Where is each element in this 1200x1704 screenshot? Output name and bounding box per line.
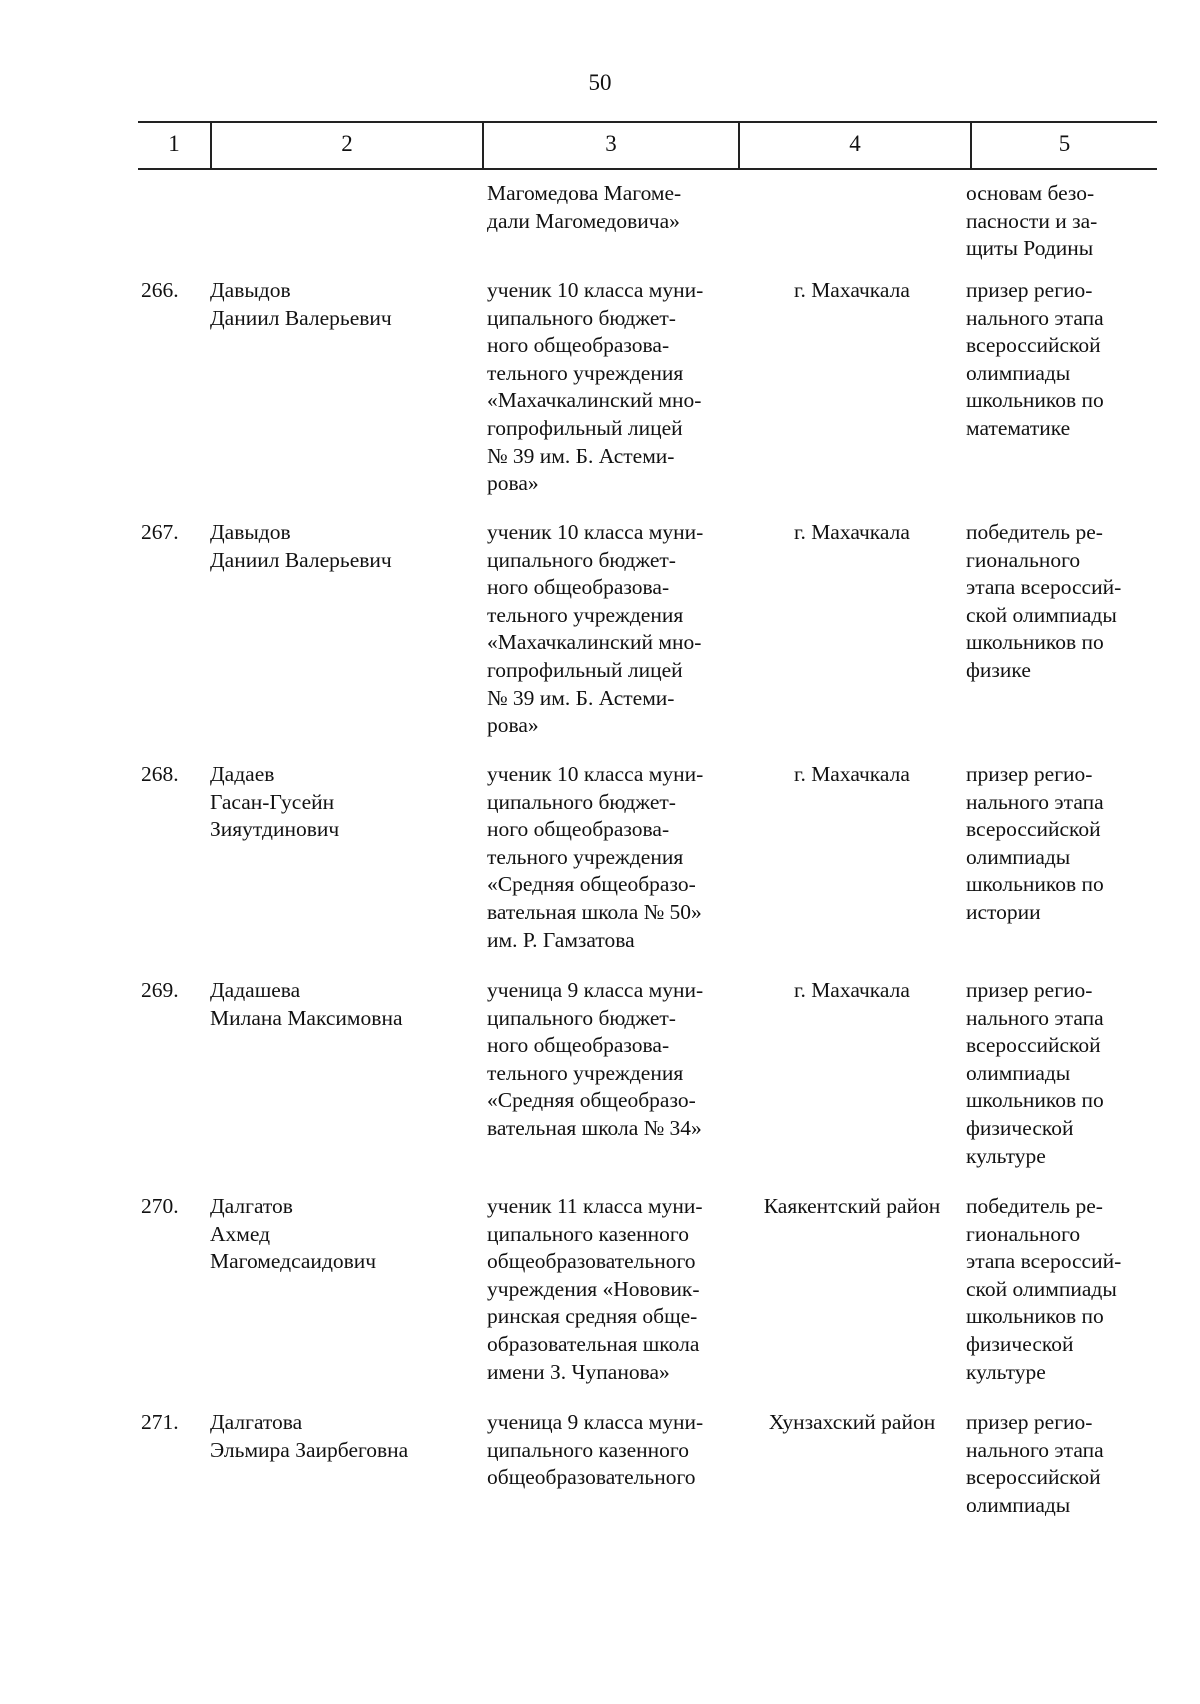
school-line: ученик 10 класса муни-: [487, 762, 704, 786]
school-line: вательная школа № 34»: [487, 1115, 702, 1140]
school-line: «Средняя общеобразо-: [487, 872, 696, 897]
award-line: олимпиады: [966, 1060, 1071, 1085]
award-line: нального этапа: [966, 305, 1104, 330]
award-line: школьников по: [966, 388, 1104, 413]
school-line: ципального казенного: [487, 1221, 689, 1246]
award-line: математике: [966, 415, 1071, 440]
school-line: общеобразовательного: [487, 1465, 696, 1490]
school-line: ного общеобразова-: [487, 333, 670, 358]
school-line: ципального бюджет-: [487, 305, 676, 330]
school-description: [487, 1409, 732, 1492]
student-name-line: Даниил Валерьевич: [210, 547, 392, 572]
award-line: пасности и за-: [966, 208, 1098, 233]
award-description: [966, 180, 1151, 263]
page-number: 50: [588, 70, 612, 95]
award-line: победитель ре-: [966, 1194, 1103, 1218]
column-header-1: 1: [168, 131, 180, 156]
school-line: вательная школа № 50»: [487, 899, 702, 924]
award-line: призер регио-: [966, 278, 1093, 302]
table-row: [0, 749, 1200, 965]
locality: г. Махачкала: [794, 520, 910, 544]
award-line: физике: [966, 657, 1031, 682]
table-row: [0, 965, 1200, 1181]
school-line: образовательная школа: [487, 1331, 700, 1356]
school-line: тельного учреждения: [487, 360, 684, 385]
school-line: имени З. Чупанова»: [487, 1359, 670, 1384]
school-line: гопрофильный лицей: [487, 415, 683, 440]
school-description: [487, 1193, 732, 1386]
school-line: ученица 9 класса муни-: [487, 1410, 704, 1434]
table-row: [0, 1397, 1200, 1587]
award-line: всероссийской: [966, 333, 1101, 358]
school-line: ученица 9 класса муни-: [487, 978, 704, 1002]
award-line: нального этапа: [966, 1005, 1104, 1030]
award-line: ской олимпиады: [966, 602, 1117, 627]
locality: Хунзахский район: [768, 1410, 936, 1434]
award-line: школьников по: [966, 630, 1104, 655]
school-line: тельного учреждения: [487, 602, 684, 627]
student-name-line: Далгатова: [210, 1410, 303, 1434]
award-line: школьников по: [966, 872, 1104, 897]
school-line: «Махачкалинский мно-: [487, 388, 702, 413]
award-line: победитель ре-: [966, 520, 1103, 544]
school-line: общеобразовательного: [487, 1249, 696, 1274]
table-row: [0, 265, 1200, 507]
student-name-line: Ахмед: [210, 1221, 271, 1246]
student-name-line: Даниил Валерьевич: [210, 305, 392, 330]
school-line: «Махачкалинский мно-: [487, 630, 702, 655]
entry-number: 268.: [141, 762, 179, 786]
school-line: Магомедова Магоме-: [487, 181, 682, 205]
award-line: этапа всероссий-: [966, 575, 1122, 600]
award-line: физической: [966, 1331, 1074, 1356]
school-description: [487, 761, 732, 954]
award-description: [966, 1193, 1151, 1386]
school-line: дали Магомедовича»: [487, 208, 680, 233]
school-line: № 39 им. Б. Астеми-: [487, 685, 675, 710]
locality: г. Махачкала: [794, 978, 910, 1002]
award-description: [966, 519, 1151, 685]
award-line: призер регио-: [966, 1410, 1093, 1434]
award-line: основам безо-: [966, 181, 1095, 205]
award-line: гионального: [966, 1221, 1081, 1246]
column-header-2: 2: [341, 131, 353, 156]
award-line: призер регио-: [966, 978, 1093, 1002]
column-header-5: 5: [1058, 131, 1071, 156]
school-description: [487, 519, 732, 740]
school-line: № 39 им. Б. Астеми-: [487, 443, 675, 468]
award-line: школьников по: [966, 1304, 1104, 1329]
school-line: учреждения «Нововик-: [487, 1276, 700, 1301]
student-name: [210, 1409, 470, 1464]
school-description: [487, 977, 732, 1143]
award-line: олимпиады: [966, 1492, 1071, 1517]
student-name-line: Магомедсаидович: [210, 1249, 377, 1274]
award-line: нального этапа: [966, 1437, 1104, 1462]
table-row: [0, 168, 1200, 265]
award-line: щиты Родины: [966, 236, 1094, 261]
award-description: [966, 1409, 1151, 1519]
entry-number: 269.: [141, 978, 179, 1002]
award-line: призер регио-: [966, 762, 1093, 786]
school-line: им. Р. Гамзатова: [487, 927, 635, 952]
award-line: олимпиады: [966, 360, 1071, 385]
entry-number: 270.: [141, 1194, 179, 1218]
award-line: культуре: [966, 1143, 1046, 1168]
entry-number: 266.: [141, 278, 179, 302]
award-line: олимпиады: [966, 844, 1071, 869]
award-line: этапа всероссий-: [966, 1249, 1122, 1274]
entry-number: 271.: [141, 1410, 179, 1434]
table-row: [0, 507, 1200, 749]
school-line: «Средняя общеобразо-: [487, 1088, 696, 1113]
entry-number: 267.: [141, 520, 179, 544]
school-description: [487, 180, 732, 235]
award-description: [966, 977, 1151, 1170]
school-line: рова»: [487, 471, 539, 496]
school-line: тельного учреждения: [487, 844, 684, 869]
school-line: ученик 10 класса муни-: [487, 278, 704, 302]
table-row: [0, 1181, 1200, 1397]
award-line: всероссийской: [966, 817, 1101, 842]
student-name: [210, 1193, 470, 1276]
school-line: ципального бюджет-: [487, 789, 676, 814]
school-line: ученик 10 класса муни-: [487, 520, 704, 544]
student-name: [210, 519, 470, 574]
column-header-4: 4: [849, 131, 861, 156]
student-name-line: Давыдов: [210, 278, 291, 302]
school-line: ринская средняя обще-: [487, 1304, 698, 1329]
award-line: всероссийской: [966, 1033, 1101, 1058]
award-line: ской олимпиады: [966, 1276, 1117, 1301]
table-header: [138, 121, 1157, 170]
award-description: [966, 277, 1151, 443]
school-line: гопрофильный лицей: [487, 657, 683, 682]
school-line: ного общеобразова-: [487, 817, 670, 842]
school-line: ципального казенного: [487, 1437, 689, 1462]
award-description: [966, 761, 1151, 927]
locality: г. Махачкала: [794, 762, 910, 786]
school-line: ученик 11 класса муни-: [487, 1194, 703, 1218]
student-name: [210, 977, 470, 1032]
school-line: тельного учреждения: [487, 1060, 684, 1085]
table-body: [0, 168, 1200, 1587]
column-header-3: 3: [605, 131, 617, 156]
award-line: гионального: [966, 547, 1081, 572]
student-name: [210, 761, 470, 844]
award-line: истории: [966, 899, 1041, 924]
student-name-line: Зияутдинович: [210, 817, 340, 842]
award-line: всероссийской: [966, 1465, 1101, 1490]
student-name-line: Эльмира Заирбеговна: [210, 1437, 409, 1462]
award-line: школьников по: [966, 1088, 1104, 1113]
school-line: ного общеобразова-: [487, 575, 670, 600]
school-line: ного общеобразова-: [487, 1033, 670, 1058]
school-line: ципального бюджет-: [487, 547, 676, 572]
locality: Каякентский район: [763, 1194, 941, 1218]
award-line: нального этапа: [966, 789, 1104, 814]
school-line: рова»: [487, 713, 539, 738]
student-name-line: Далгатов: [210, 1194, 293, 1218]
school-line: ципального бюджет-: [487, 1005, 676, 1030]
school-description: [487, 277, 732, 498]
award-line: физической: [966, 1115, 1074, 1140]
student-name-line: Дадаев: [210, 762, 275, 786]
student-name: [210, 277, 470, 332]
student-name-line: Дадашева: [210, 978, 301, 1002]
student-name-line: Давыдов: [210, 520, 291, 544]
student-name-line: Милана Максимовна: [210, 1005, 403, 1030]
award-line: культуре: [966, 1359, 1046, 1384]
student-name-line: Гасан-Гусейн: [210, 789, 335, 814]
locality: г. Махачкала: [794, 278, 910, 302]
